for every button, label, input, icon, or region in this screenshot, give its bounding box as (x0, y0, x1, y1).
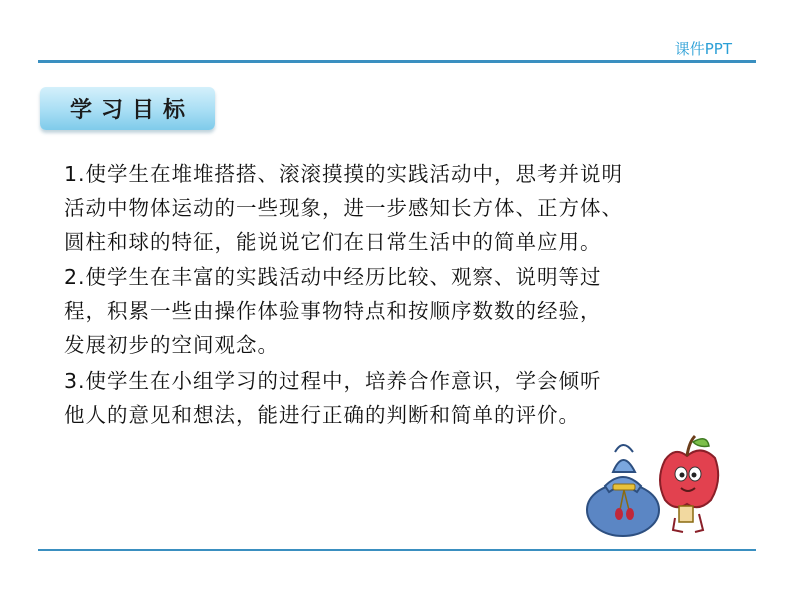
bottom-divider (38, 549, 756, 551)
objective-1: 1.使学生在堆堆搭搭、滚滚摸摸的实践活动中，思考并说明 活动中物体运动的一些现象，进一步感知长方体、正方体、 圆柱和球的特征，能说说它们在日常生活中的简单应用。 (64, 162, 624, 254)
top-divider (38, 60, 756, 63)
objective-3: 3.使学生在小组学习的过程中，培养合作意识，学会倾听 他人的意见和想法，能进行正确的判断和简单的评价。 (64, 369, 602, 427)
section-title: 学习目标 (69, 98, 194, 123)
bag-and-apple-cartoon-icon (583, 428, 723, 538)
section-title-tab (40, 87, 215, 130)
objective-2: 2.使学生在丰富的实践活动中经历比较、观察、说明等过 程，积累一些由操作体验事物特点和按顺序数数的经验， 发展初步的空间观念。 (64, 265, 602, 357)
brand-label: 课件PPT (674, 40, 732, 58)
